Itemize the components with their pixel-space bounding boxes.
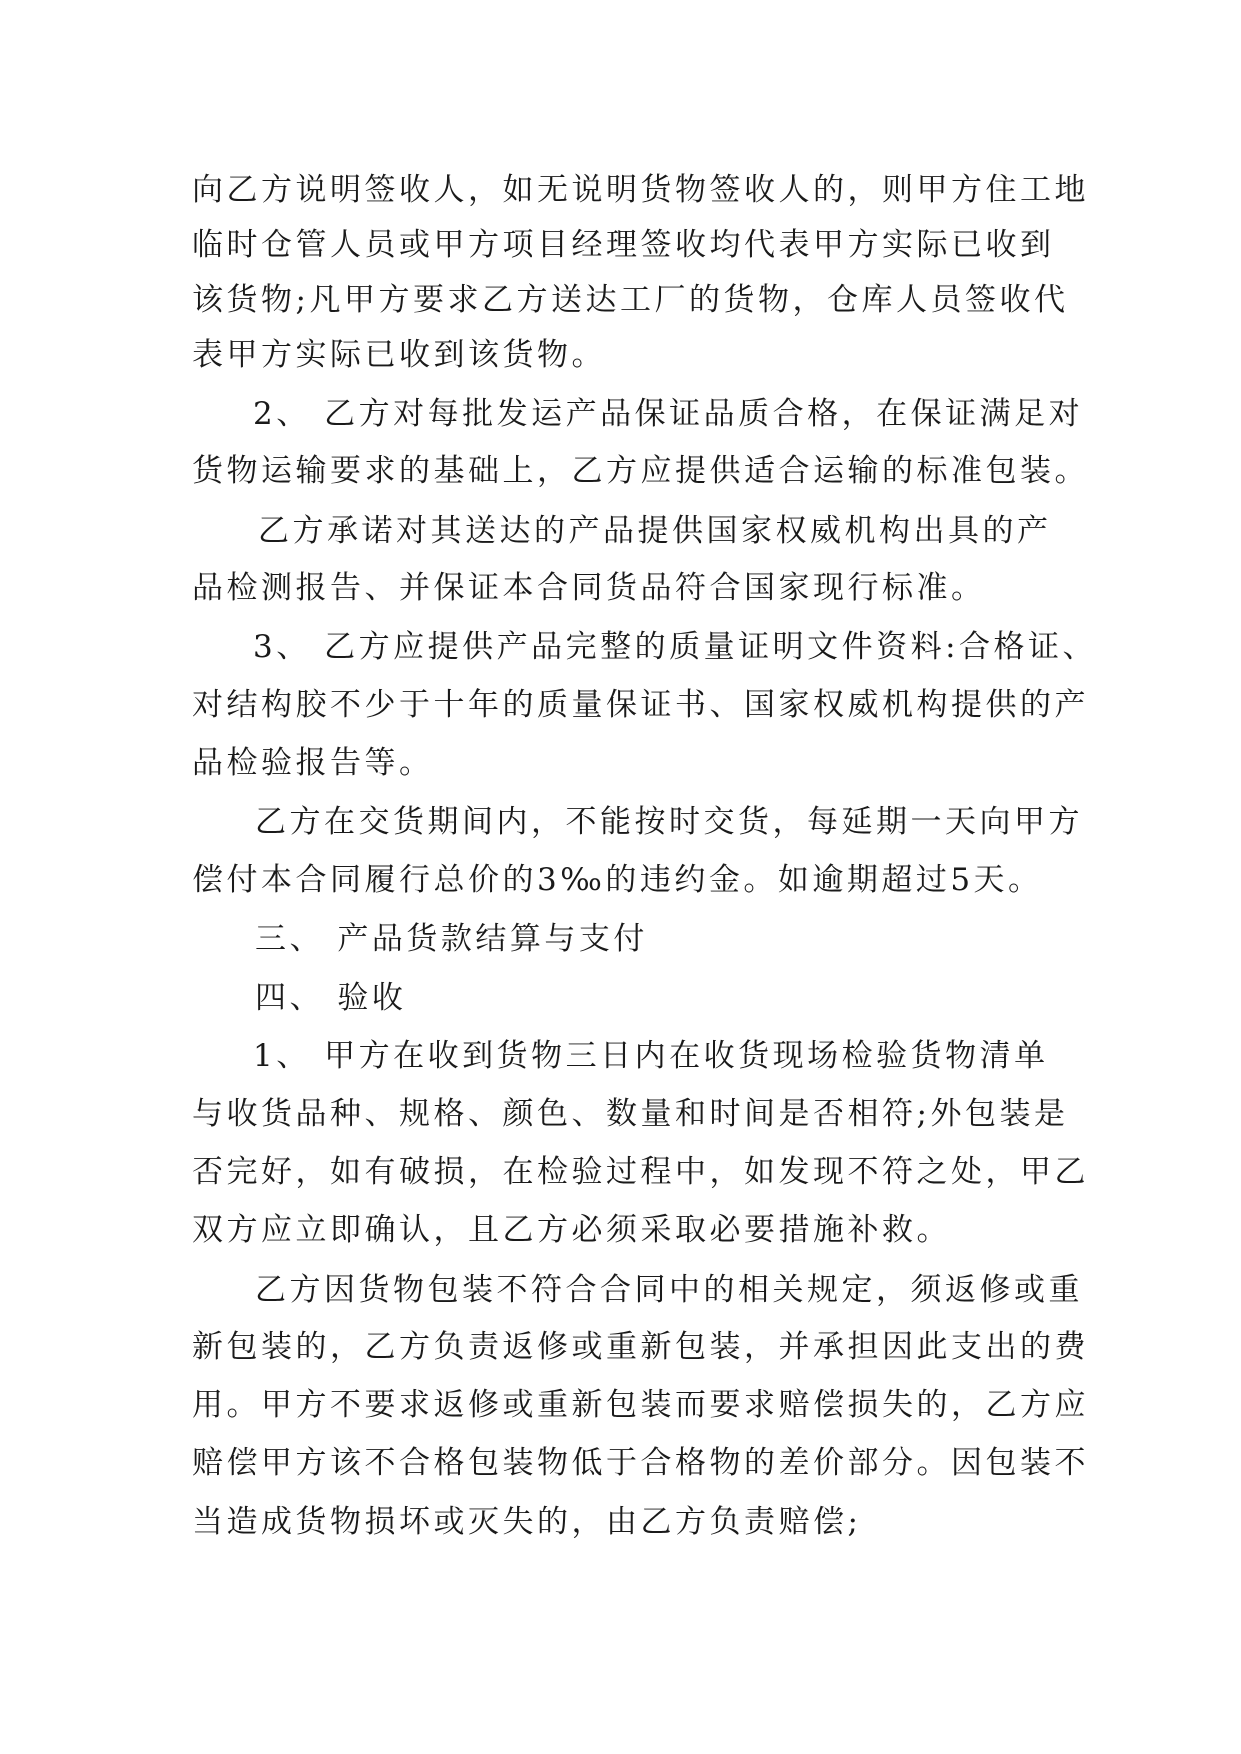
text-line: 当造成货物损坏或灭失的，由乙方负责赔偿; bbox=[192, 1504, 862, 1540]
text-line: 双方应立即确认，且乙方必须采取必要措施补救。 bbox=[192, 1212, 951, 1248]
text-line: 品检测报告、并保证本合同货品符合国家现行标准。 bbox=[192, 570, 986, 606]
text-line: 品检验报告等。 bbox=[192, 745, 434, 781]
text-line: 新包装的，乙方负责返修或重新包装，并承担因此支出的费 bbox=[192, 1329, 1089, 1365]
text-line: 表甲方实际已收到该货物。 bbox=[192, 337, 606, 373]
text-line: 临时仓管人员或甲方项目经理签收均代表甲方实际已收到 bbox=[192, 227, 1055, 263]
text-line: 向乙方说明签收人，如无说明货物签收人的，则甲方住工地 bbox=[192, 172, 1089, 208]
text-line: 乙方承诺对其送达的产品提供国家权威机构出具的产 bbox=[258, 513, 1052, 549]
text-line: 赔偿甲方该不合格包装物低于合格物的差价部分。因包装不 bbox=[192, 1445, 1089, 1481]
text-line: 乙方因货物包装不符合合同中的相关规定，须返修或重 bbox=[255, 1272, 1083, 1308]
section-heading: 四、 验收 bbox=[255, 980, 407, 1016]
text-line: 用。甲方不要求返修或重新包装而要求赔偿损失的，乙方应 bbox=[192, 1387, 1089, 1423]
text-line: 对结构胶不少于十年的质量保证书、国家权威机构提供的产 bbox=[192, 687, 1089, 723]
text-line: 2、 乙方对每批发运产品保证品质合格，在保证满足对 bbox=[253, 396, 1084, 432]
text-line: 偿付本合同履行总价的3‰的违约金。如逾期超过5天。 bbox=[192, 862, 1043, 898]
text-line: 该货物;凡甲方要求乙方送达工厂的货物，仓库人员签收代 bbox=[192, 282, 1069, 318]
text-line: 3、 乙方应提供产品完整的质量证明文件资料:合格证、 bbox=[253, 629, 1098, 665]
text-line: 与收货品种、规格、颜色、数量和时间是否相符;外包装是 bbox=[192, 1096, 1069, 1132]
text-line: 否完好，如有破损，在检验过程中，如发现不符之处，甲乙 bbox=[192, 1154, 1089, 1190]
text-line: 乙方在交货期间内，不能按时交货，每延期一天向甲方 bbox=[255, 804, 1083, 840]
text-line: 货物运输要求的基础上，乙方应提供适合运输的标准包装。 bbox=[192, 453, 1089, 489]
text-line: 1、 甲方在收到货物三日内在收货现场检验货物清单 bbox=[253, 1038, 1049, 1074]
section-heading: 三、 产品货款结算与支付 bbox=[255, 921, 648, 957]
